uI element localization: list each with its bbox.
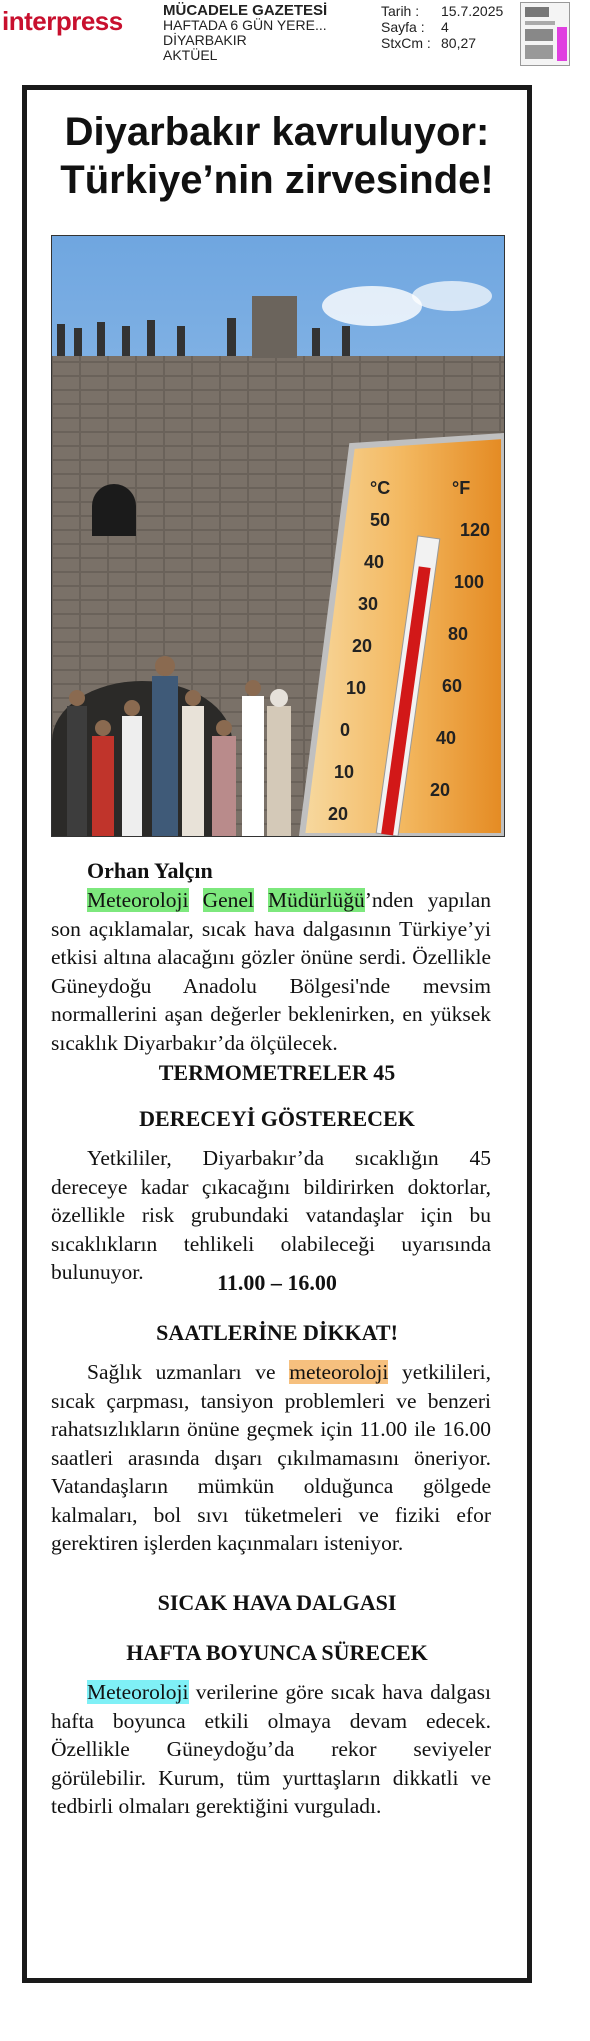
highlight-meteoroloji-3: Meteoroloji <box>87 1680 189 1704</box>
thumbnail-highlight <box>557 27 567 61</box>
publication-info <box>163 3 327 63</box>
thermometer-tick-c: 0 <box>340 720 351 740</box>
thermometer-tick-f: 20 <box>430 780 451 800</box>
subheading-1a: TERMOMETRELER 45 <box>158 1060 396 1085</box>
paragraph-3-text: yetkilileri, sıcak çarpması, tansiyon problemleri ve benzeri rahatsızlıkların önüne geçmek için 11.00 ile 16.00 saatleri arasında dışarı çıkılmamasını öneriyor. Vatandaşların mümkün olduğunca gölgede kalmaları, bol sıvı tüketmeleri ve fiziki efor gerektiren işlerden kaçınmaları isteniyor. <box>51 1360 491 1555</box>
stxcm-value: 80,27 <box>441 35 477 51</box>
headline-line-2: Türkiye’nin zirvesinde! <box>60 158 494 202</box>
paragraph-4 <box>51 1678 491 1821</box>
thermometer-tick-c: 20 <box>352 636 373 656</box>
clipping-header <box>0 0 590 70</box>
thermometer-tick-f: 60 <box>442 676 463 696</box>
stxcm-label: StxCm : <box>381 35 431 51</box>
thermometer-tick-c: 10 <box>346 678 367 698</box>
article-photo <box>51 235 505 837</box>
paragraph-3-intro: Sağlık uzmanları ve <box>87 1360 290 1384</box>
date-label: Tarih : <box>381 3 420 19</box>
thermometer-tick-f: 40 <box>436 728 457 748</box>
paragraph-3 <box>51 1358 491 1558</box>
paragraph-1-text: ’nden yapılan son açıklamalar, sıcak hava dalgasının Türkiye’yi etkisi altına alacağını gözler önüne serdi. Özellikle Güneydoğu Anadolu Bölgesi'nde mevsim normallerini aşan değerler beklenirken, en yüksek sıcaklık Diyarbakır’da ölçülecek. <box>51 888 491 1055</box>
paragraph-2-text: Yetkililer, Diyarbakır’da sıcaklığın 45 dereceye kadar çıkacağını bildirirken doktorlar, özellikle risk grubundaki vatandaşlar için bu sıcaklıkların tehlikeli olabileceği uyarısında bulunuyor. <box>51 1146 491 1284</box>
publication-city: DİYARBAKIR <box>163 32 247 48</box>
subheading-3a: SICAK HAVA DALGASI <box>157 1590 397 1615</box>
subheading-1b: DERECEYİ GÖSTERECEK <box>139 1106 415 1131</box>
publication-section: AKTÜEL <box>163 47 218 63</box>
clipping-meta <box>381 3 503 51</box>
thumbnail-block <box>525 7 549 17</box>
highlight-meteoroloji-2: meteoroloji <box>289 1360 389 1384</box>
thumbnail-block <box>525 45 553 59</box>
date-value: 15.7.2025 <box>441 3 504 19</box>
publication-name: MÜCADELE GAZETESİ <box>163 2 328 19</box>
subheading-2b: SAATLERİNE DİKKAT! <box>156 1320 398 1345</box>
highlight-meteoroloji: Meteoroloji <box>87 888 189 912</box>
thumbnail-block <box>525 21 555 25</box>
page-thumbnail[interactable] <box>520 2 570 66</box>
article-author: Orhan Yalçın <box>87 858 213 883</box>
photo-illustration <box>52 236 504 836</box>
subheading-2a: 11.00 – 16.00 <box>217 1270 337 1295</box>
thermometer-celsius-label: °C <box>370 478 391 498</box>
page-value: 4 <box>441 19 449 35</box>
highlight-mudurlugu: Müdürlüğü <box>267 888 365 912</box>
highlight-genel: Genel <box>202 888 254 912</box>
thermometer-tick-f: 100 <box>454 572 485 592</box>
thermometer-tick-f: 80 <box>448 624 469 644</box>
thermometer-tick-c: 20 <box>328 804 349 824</box>
thermometer-fahrenheit-label: °F <box>452 478 471 498</box>
paragraph-4-text: verilerine göre sıcak hava dalgası hafta boyunca etkili olmaya devam edecek. Özellikle Güneydoğu’da rekor seviyeler görülebilir. Kurum, tüm yurttaşların dikkatli ve tedbirli olmaları gerektiğini vurguladı. <box>51 1680 491 1818</box>
thermometer-tick-c: 50 <box>370 510 391 530</box>
interpress-logo: interpress <box>2 6 123 36</box>
headline-line-1: Diyarbakır kavruluyor: <box>64 110 490 154</box>
thermometer-tick-c: 30 <box>358 594 379 614</box>
thermometer-tick-c: 10 <box>334 762 355 782</box>
thumbnail-block <box>525 29 553 41</box>
publication-frequency: HAFTADA 6 GÜN YERE... <box>163 17 327 33</box>
subheading-3b: HAFTA BOYUNCA SÜRECEK <box>126 1640 428 1665</box>
paragraph-2 <box>51 1144 491 1287</box>
page-label: Sayfa : <box>381 19 425 35</box>
thermometer-tick-c: 40 <box>364 552 385 572</box>
thermometer-tick-f: 120 <box>460 520 491 540</box>
headline <box>27 108 527 204</box>
article-frame <box>22 85 532 1983</box>
paragraph-1 <box>51 886 491 1057</box>
